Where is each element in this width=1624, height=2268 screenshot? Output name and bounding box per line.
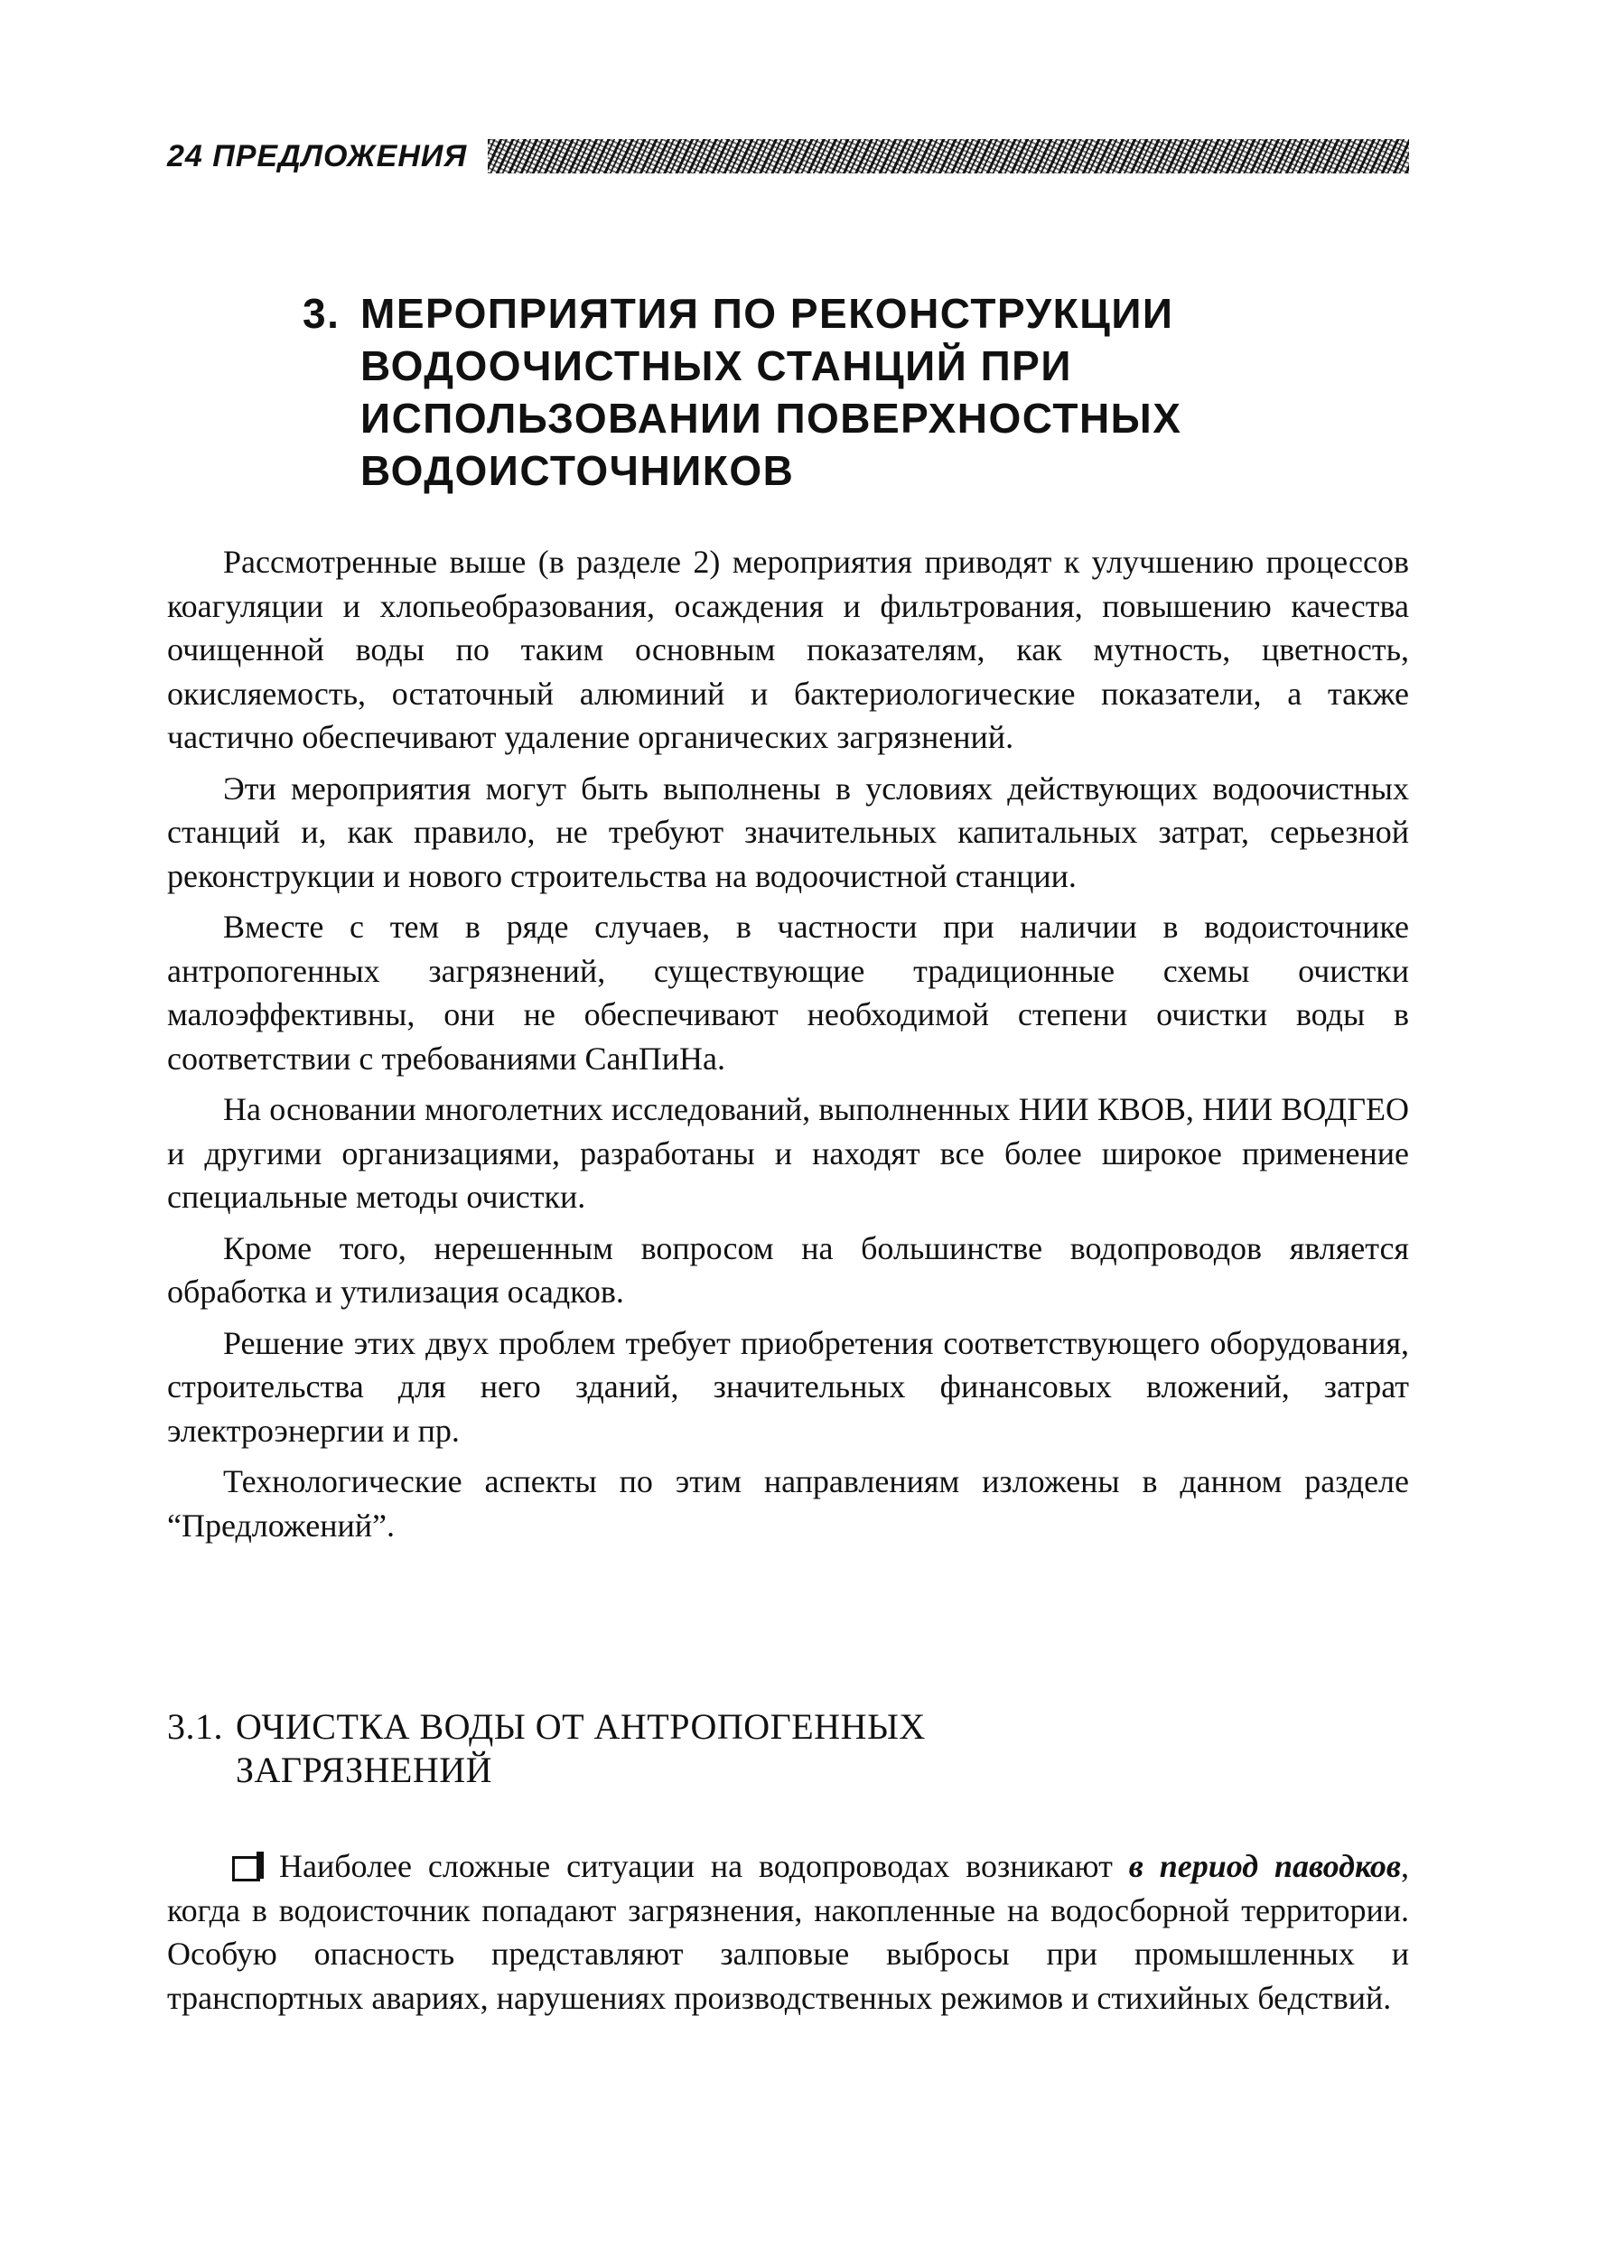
subsection-title — [167, 1705, 1409, 1792]
boxed-paragraph-part1: Наиболее сложные ситуации на водопроводах возникают — [279, 1848, 1129, 1884]
boxed-paragraph — [167, 1844, 1409, 2020]
running-header-text: 24 ПРЕДЛОЖЕНИЯ — [167, 139, 468, 173]
emphasis-text: в период паводков — [1128, 1848, 1401, 1884]
paragraph: Технологические аспекты по этим направлениям изложены в данном разделе “Предложений”. — [167, 1463, 1409, 1544]
subsection-title-line-2: ЗАГРЯЗНЕНИЙ — [236, 1750, 492, 1790]
paragraph: Рассмотренные выше (в разделе 2) мероприятия приводят к улучшению процессов коагуляции и хлопьеобразования, осаждения и фильтрования, повышению качества очищенной воды по таким основным показателям, как мутность, цветность, окисляемость, остаточный алюминий и бактериологические показатели, а также частично обеспечивают удаление органических загрязнений. — [167, 544, 1409, 755]
section-title-line-2: ВОДООЧИСТНЫХ СТАНЦИЙ ПРИ — [360, 342, 1072, 389]
header-decorative-bar — [488, 139, 1409, 173]
section-title — [303, 287, 1314, 497]
paragraph: Кроме того, нерешенным вопросом на большинстве водопроводов является обработка и утилизация осадков. — [167, 1229, 1409, 1310]
boxed-paragraph-block — [167, 1844, 1409, 2020]
paragraph: На основании многолетних исследований, выполненных НИИ КВОВ, НИИ ВОДГЕО и другими организациями, разработаны и находят все более широкое применение специальные методы очистки. — [167, 1091, 1409, 1215]
paragraph: Решение этих двух проблем требует приобретения соответствующего оборудования, строительства для него зданий, значительных финансовых вложений, затрат электроэнергии и пр. — [167, 1324, 1409, 1449]
section-number: 3. — [303, 290, 341, 337]
section-title-line-1: 3. МЕРОПРИЯТИЯ ПО РЕКОНСТРУКЦИИ — [303, 287, 1314, 340]
subsection-number: 3.1. — [167, 1706, 223, 1747]
section-title-line-4: ВОДОИСТОЧНИКОВ — [360, 447, 795, 494]
body-text — [167, 540, 1409, 1554]
paragraph: Эти мероприятия могут быть выполнены в условиях действующих водоочистных станций и, как правило, не требуют значительных капитальных затрат, серьезной реконструкции и нового строительства на водоочистной станции. — [167, 770, 1409, 894]
running-header — [167, 135, 1409, 179]
section-title-line-3: ИСПОЛЬЗОВАНИИ ПОВЕРХНОСТНЫХ — [360, 395, 1182, 442]
boxed-paragraph-part2: , когда в водоисточник попадают загрязнения, накопленные на водосборной территории. Особую опасность представляют залповые выбросы при промышленных и транспортных авариях, нарушениях производственных режимов и стихийных бедствий. — [167, 1848, 1409, 2016]
paragraph: Вместе с тем в ряде случаев, в частности при наличии в водоисточнике антропогенных загрязнений, существующие традиционные схемы очистки малоэффективны, они не обеспечивают необходимой степени очистки воды в соответствии с требованиями СанПиНа. — [167, 909, 1409, 1077]
subsection-title-line-1: ОЧИСТКА ВОДЫ ОТ АНТРОПОГЕННЫХ — [236, 1706, 926, 1747]
box-icon — [232, 1852, 265, 1879]
